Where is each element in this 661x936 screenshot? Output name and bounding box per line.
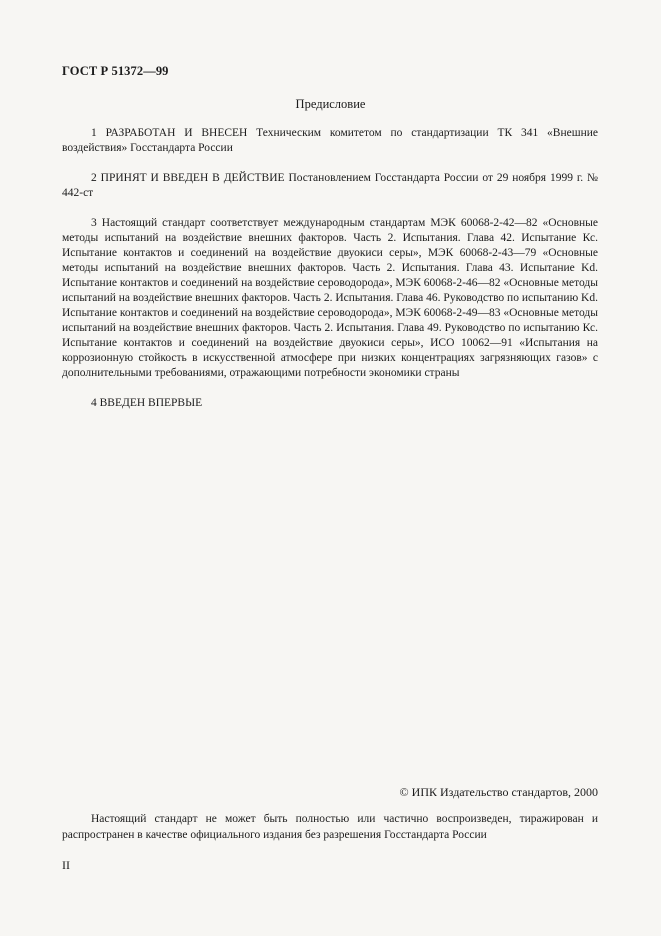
page-number: II [62,858,70,872]
section-title: Предисловие [295,97,366,111]
document-header: ГОСТ Р 51372—99 [62,64,169,78]
paragraph-adopted: 2 ПРИНЯТ И ВВЕДЕН В ДЕЙСТВИЕ Постановлением Госстандарта России от 29 ноября 1999 г. № 442-ст [62,172,598,199]
paragraph-introduced: 4 ВВЕДЕН ВПЕРВЫЕ [91,397,203,409]
paragraph-conformity: 3 Настоящий стандарт соответствует международным стандартам МЭК 60068-2-42—82 «Основные методы испытаний на воздействие внешних факторов. Часть 2. Испытания. Глава 42. Испытание Кс. Испытание контактов и соединений на воздействие двуокиси серы», МЭК 60068-2-43—79 «Основные методы испытаний на воздействие внешних факторов. Часть 2. Испытания. Глава 43. Испытание Kd. Испытание контактов и соединений на воздействие сероводорода», МЭК 60068-2-46—82 «Основные методы испытаний на воздействие внешних факторов. Часть 2. Испытания. Глава 46. Руководство по испытанию Kd. Испытание контактов и соединений на воздействие сероводорода», МЭК 60068-2-49—83 «Основные методы испытаний на воздействие внешних факторов. Часть 2. Испытания. Глава 49. Руководство по испытанию Кс. Испытание контактов и соединений на воздействие двуокиси серы», ИСО 10062—91 «Испытания на коррозионную стойкость в искусственной атмосфере при низких концентрациях загрязняющих газов» с дополнительными требованиями, отражающими потребности экономики страны [62,217,598,379]
foreword-body [62,126,598,426]
paragraph-developed: 1 РАЗРАБОТАН И ВНЕСЕН Техническим комитетом по стандартизации ТК 341 «Внешние воздействия» Госстандарта России [62,127,598,154]
reproduction-notice: Настоящий стандарт не может быть полностью или частично воспроизведен, тиражирован и распространен в качестве официального издания без разрешения Госстандарта России [62,813,598,841]
copyright-line: © ИПК Издательство стандартов, 2000 [399,785,598,799]
